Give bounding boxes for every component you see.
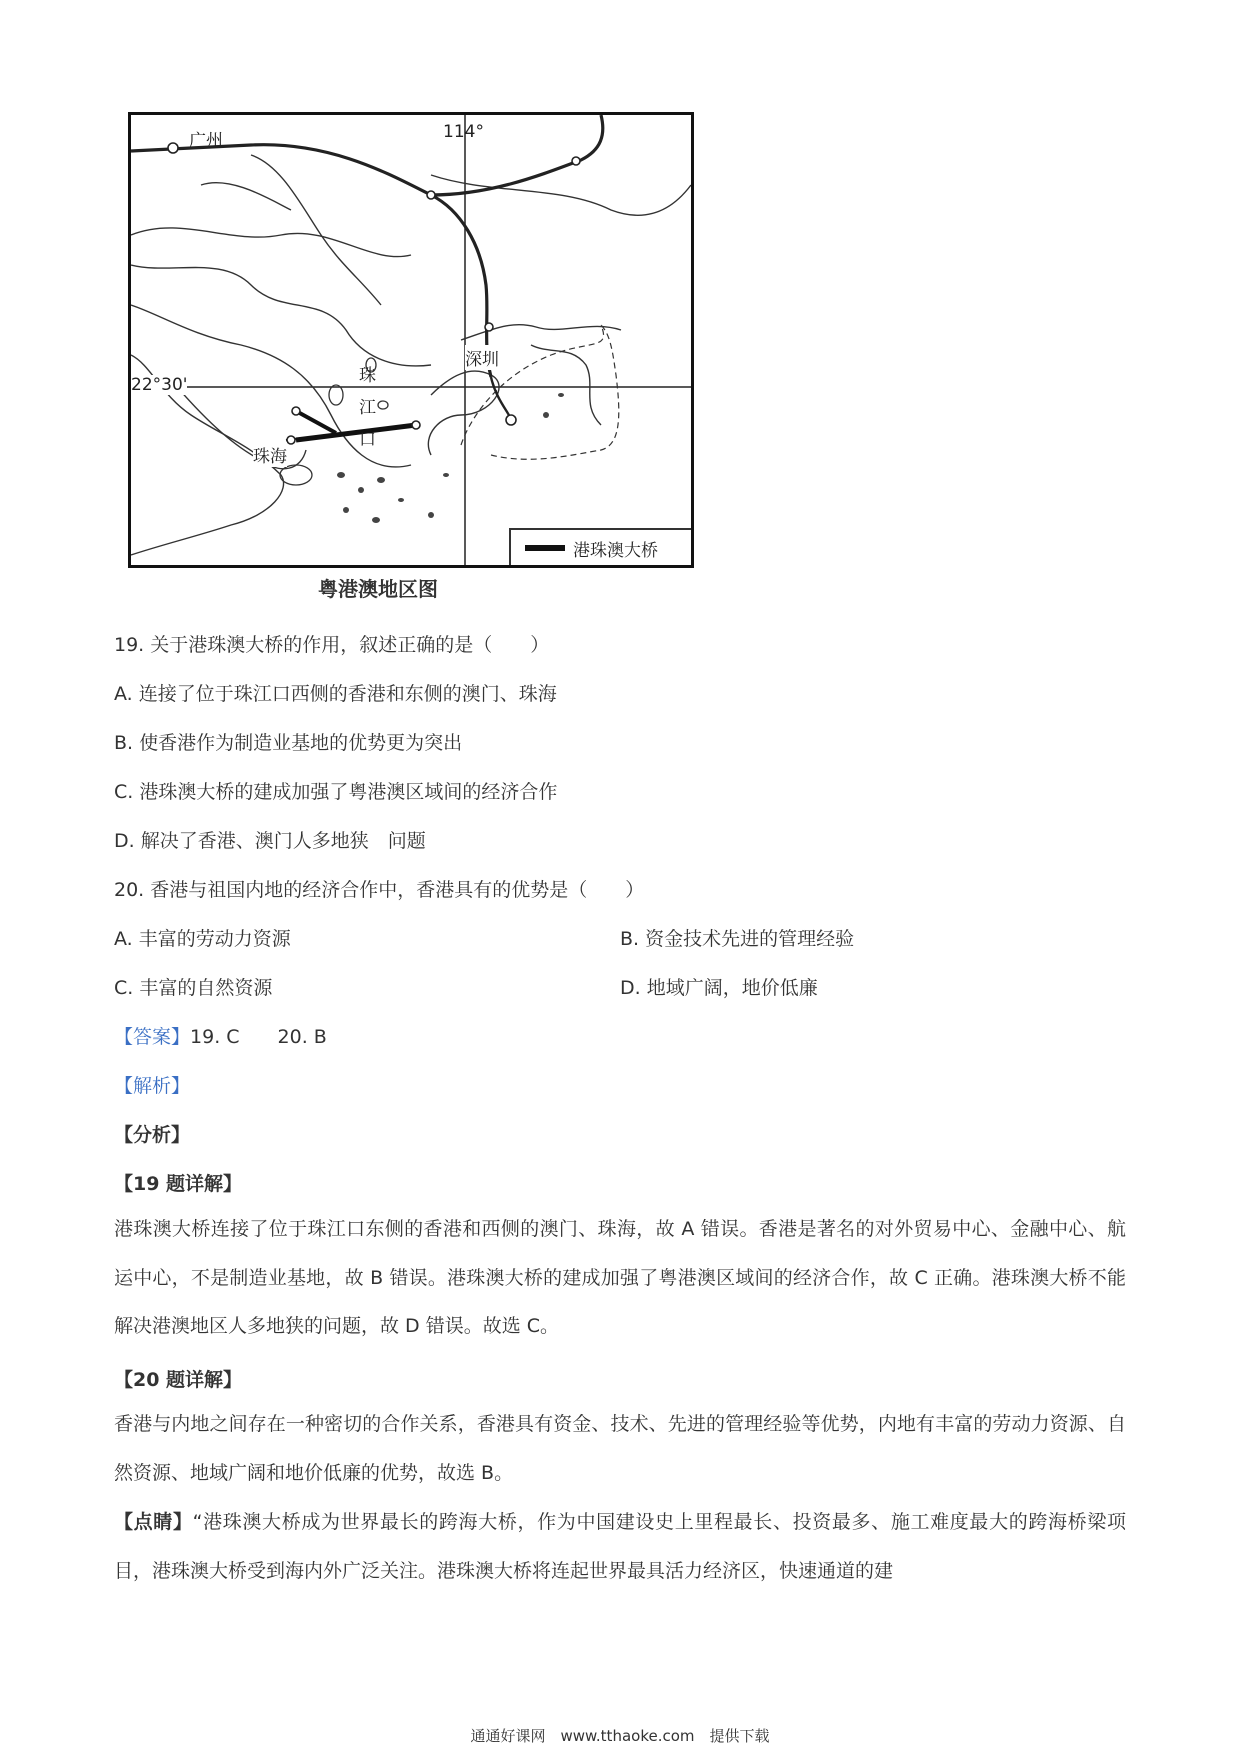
dianjing-label: 【点睛】 [114,1511,193,1533]
label-kou: 口 [359,430,376,450]
label-jiang: 江 [359,398,376,418]
answer-line [114,1022,327,1049]
q19-option-d: D. 解决了香港、澳门人多地狭 问题 [114,830,426,852]
map-drawing [131,115,691,565]
analysis-label: 【解析】 [114,1075,191,1097]
label-guangzhou: 广州 [189,131,223,151]
legend-label: 港珠澳大桥 [573,541,658,561]
q19-option-c: C. 港珠澳大桥的建成加强了粤港澳区域间的经济合作 [114,781,558,803]
map-caption: 粤港澳地区图 [318,577,438,601]
q20-option-b: B. 资金技术先进的管理经验 [620,928,855,950]
q19-stem: 19. 关于港珠澳大桥的作用，叙述正确的是（ ） [114,634,550,656]
q19-detail-title: 【19 题详解】 [114,1173,243,1195]
fenxi-label: 【分析】 [114,1124,191,1146]
zhuhai-marker [292,407,300,415]
q20-option-d: D. 地域广阔，地价低廉 [620,977,818,999]
label-zhu: 珠 [359,366,376,386]
q20-option-a: A. 丰富的劳动力资源 [114,928,291,950]
q20-detail-title: 【20 题详解】 [114,1369,243,1391]
q19-option-b: B. 使香港作为制造业基地的优势更为突出 [114,732,463,754]
label-latitude: 22°30' [131,375,188,395]
label-shenzhen: 深圳 [465,345,499,370]
dianjing-paragraph [114,1498,1126,1595]
answer-label: 【答案】 [114,1026,191,1048]
q19-option-a: A. 连接了位于珠江口西侧的香港和东侧的澳门、珠海 [114,683,557,705]
guangzhou-marker [168,143,178,153]
dianjing-text: “港珠澳大桥成为世界最长的跨海大桥，作为中国建设史上里程最长、投资最多、施工难度最大的跨海桥梁项目，港珠澳大桥受到海内外广泛关注。港珠澳大桥将连起世界最具活力经济区，快速通道的建 [114,1511,1126,1582]
region-map [128,112,694,568]
map-legend [509,528,691,565]
q19-detail-text: 港珠澳大桥连接了位于珠江口东侧的香港和西侧的澳门、珠海，故 A 错误。香港是著名的对外贸易中心、金融中心、航运中心，不是制造业基地，故 B 错误。港珠澳大桥的建成加强了粤港澳区域间的经济合作，故 C 正确。港珠澳大桥不能解决港澳地区人多地狭的问题，故 D 错误。故选 C。 [114,1218,1126,1337]
page-footer: 通通好课网 www.tthaoke.com 提供下载 [470,1727,770,1745]
q20-detail-text: 香港与内地之间存在一种密切的合作关系，香港具有资金、技术、先进的管理经验等优势，内地有丰富的劳动力资源、自然资源、地域广阔和地价低廉的优势，故选 B。 [114,1413,1126,1484]
q20-stem: 20. 香港与祖国内地的经济合作中，香港具有的优势是（ ） [114,879,645,901]
answer-value: 19. C 20. B [190,1026,327,1048]
label-longitude: 114° [443,122,484,142]
legend-bridge-symbol [525,545,565,551]
q20-option-c: C. 丰富的自然资源 [114,977,273,999]
label-zhuhai: 珠海 [253,442,287,467]
shenzhen-marker [485,323,493,331]
